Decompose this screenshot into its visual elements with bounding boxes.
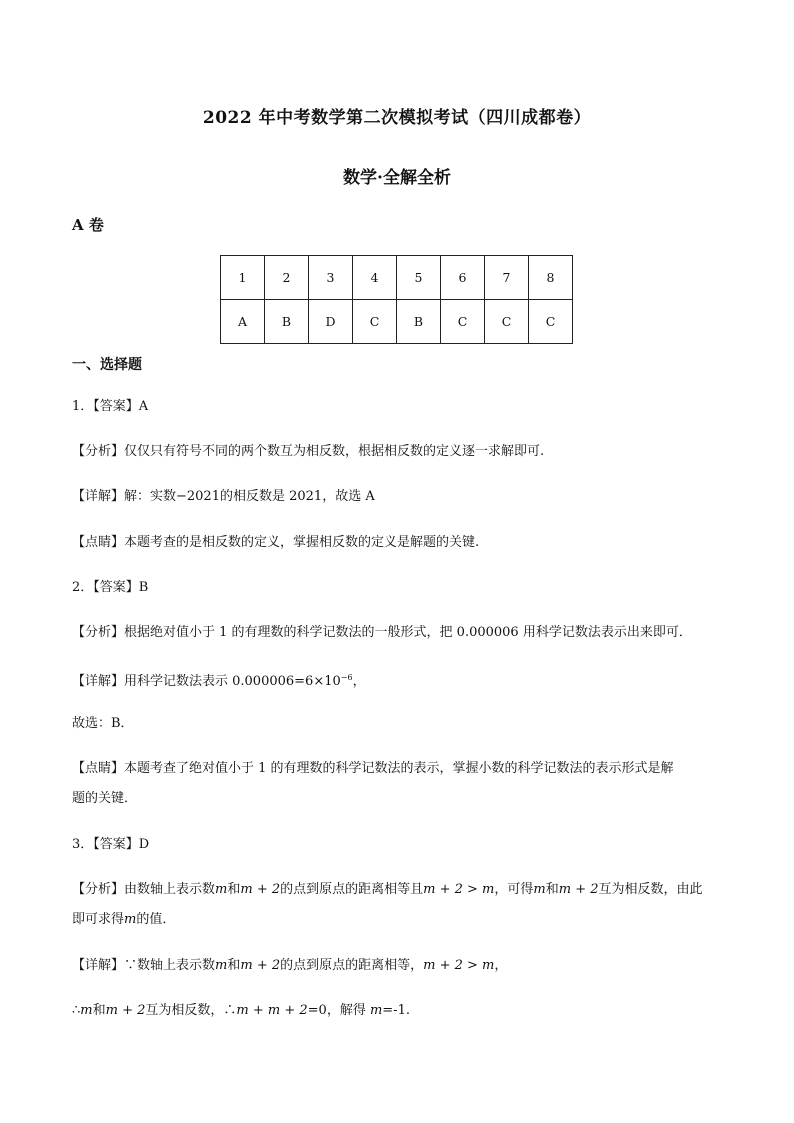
table-cell: B [397, 300, 441, 344]
math-var: m [80, 1003, 93, 1018]
table-cell: 2 [265, 256, 309, 300]
math-expr: m + 2 [240, 958, 281, 973]
table-cell: 6 [441, 256, 485, 300]
answer-table-answer-row [221, 300, 573, 344]
answer-table-number-row [221, 256, 573, 300]
math-var: m [215, 882, 228, 897]
table-cell: B [265, 300, 309, 344]
q3-answer: 3．【答案】D [72, 837, 150, 852]
q2-exponent: −6 [340, 673, 353, 682]
table-cell: C [485, 300, 529, 344]
q2-detail-suffix: ， [352, 674, 366, 689]
table-cell: D [309, 300, 353, 344]
math-var: m [215, 958, 228, 973]
math-expr: m + 2 > m [423, 958, 495, 973]
q3-text: 和 [227, 958, 241, 973]
math-expr: m + 2 > m [423, 882, 495, 897]
math-expr: m + m + 2 [236, 1003, 308, 1018]
q2-detail-text: 【详解】用科学记数法表示 0.000006=6×10 [72, 674, 341, 689]
q3-detail [72, 956, 507, 976]
q3-text: =-1. [382, 1003, 410, 1018]
q3-analysis-line1 [72, 880, 703, 900]
math-var: m [369, 1003, 383, 1018]
table-cell: 1 [221, 256, 265, 300]
q2-detail [72, 668, 366, 692]
math-var: m [124, 912, 137, 927]
q3-text: 的值． [136, 912, 176, 927]
table-cell: C [441, 300, 485, 344]
page-subtitle: 数学·全解全析 [343, 168, 451, 188]
table-cell: 4 [353, 256, 397, 300]
q3-text: =0，解得 [307, 1003, 370, 1018]
math-expr: m + 2 [558, 882, 599, 897]
q1-comment: 【点睛】本题考查的是相反数的定义，掌握相反数的定义是解题的关键. [72, 535, 480, 550]
table-cell: 8 [529, 256, 573, 300]
q3-text: 【分析】由数轴上表示数 [72, 882, 216, 897]
table-cell: 7 [485, 256, 529, 300]
section-1-heading: 一、选择题 [72, 357, 142, 373]
table-cell: 5 [397, 256, 441, 300]
q2-comment-line1: 【点睛】本题考查了绝对值小于 1 的有理数的科学记数法的表示，掌握小数的科学记数法的表示形式是解 [72, 761, 674, 776]
q3-text: 互为相反数，∴ [145, 1003, 237, 1018]
math-expr: m + 2 [240, 882, 281, 897]
table-cell: A [221, 300, 265, 344]
math-expr: m + 2 [105, 1003, 146, 1018]
q3-text: 互为相反数，由此 [598, 882, 703, 897]
q3-text: 【详解】∵数轴上表示数 [72, 958, 216, 973]
table-cell: C [353, 300, 397, 344]
q1-detail: 【详解】解：实数−2021的相反数是 2021，故选 A [72, 489, 375, 504]
q3-text: 和 [227, 882, 241, 897]
math-var: m [533, 882, 546, 897]
q2-conclusion: 故选：B． [72, 716, 134, 731]
q3-text: ，可得 [494, 882, 534, 897]
q3-text: 和 [545, 882, 559, 897]
q3-text: 和 [92, 1003, 106, 1018]
answer-table [220, 255, 573, 344]
q2-analysis: 【分析】根据绝对值小于 1 的有理数的科学记数法的一般形式，把 0.000006 用科学记数法表示出来即可． [72, 625, 692, 640]
q1-answer: 1．【答案】A [72, 399, 149, 414]
q3-analysis-line2 [72, 910, 175, 930]
q3-text: 的点到原点的距离相等且 [280, 882, 424, 897]
q3-conclusion [72, 1001, 410, 1021]
q3-text: ∴ [72, 1003, 81, 1018]
page-title: 2022 年中考数学第二次模拟考试（四川成都卷） [202, 108, 592, 128]
q3-text: ， [494, 958, 508, 973]
q1-analysis: 【分析】仅仅只有符号不同的两个数互为相反数，根据相反数的定义逐一求解即可. [72, 444, 545, 459]
table-cell: C [529, 300, 573, 344]
table-cell: 3 [309, 256, 353, 300]
q3-text: 的点到原点的距离相等， [280, 958, 424, 973]
q2-comment-line2: 题的关键． [72, 791, 138, 806]
q3-text: 即可求得 [72, 912, 125, 927]
section-a-heading: A 卷 [72, 216, 104, 234]
q2-answer: 2．【答案】B [72, 580, 149, 595]
